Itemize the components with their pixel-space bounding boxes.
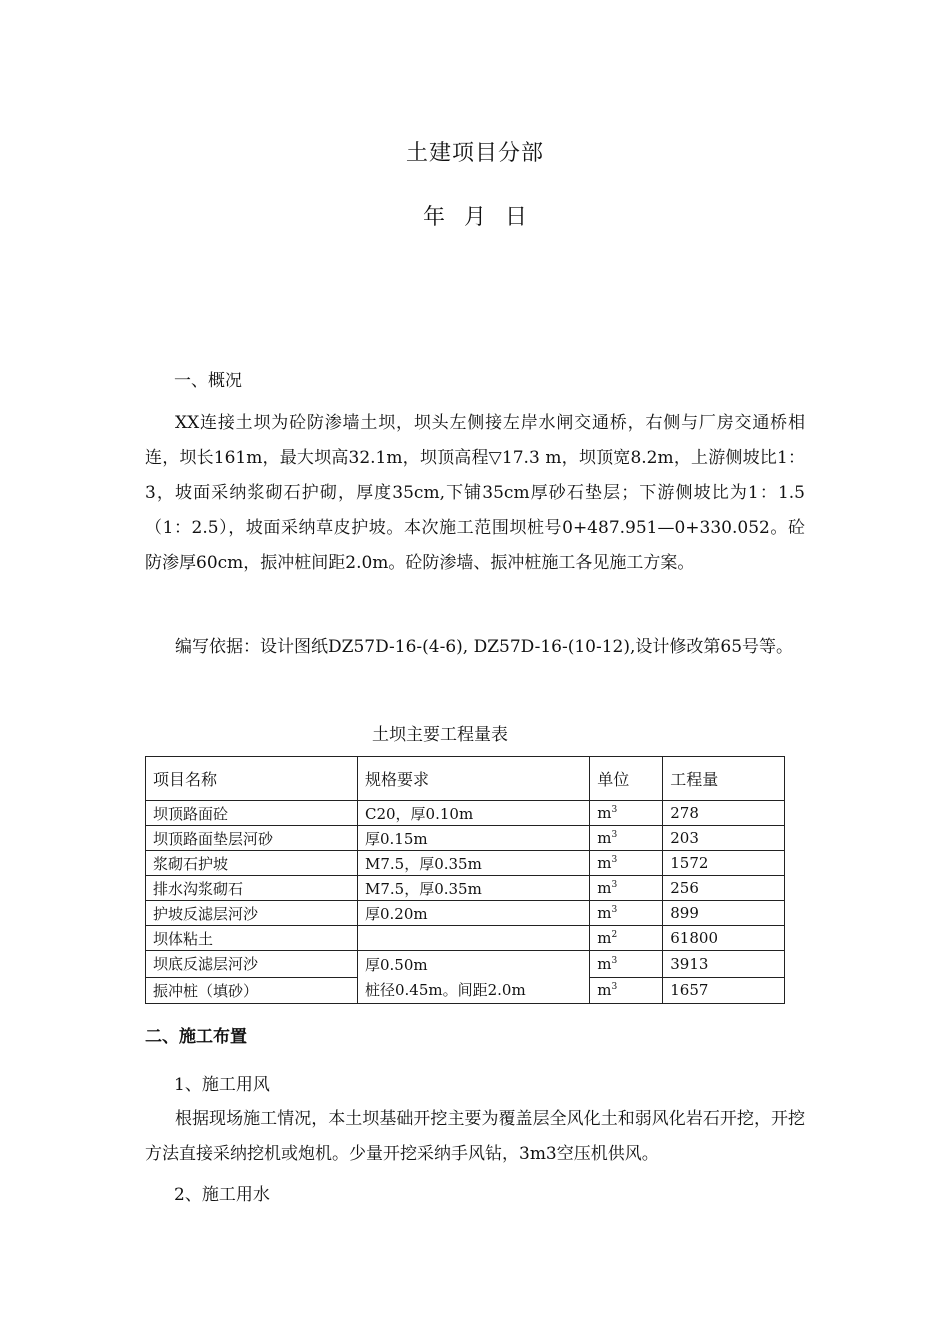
cell-qty: 278	[663, 801, 785, 826]
cell-unit: $m^3$	[590, 851, 663, 876]
table-row	[146, 951, 785, 978]
air-paragraph: 根据现场施工情况，本土坝基础开挖主要为覆盖层全风化土和弱风化岩石开挖，开挖方法直接采纳挖机或炮机。少量开挖采纳手风钻，3m3空压机供风。	[145, 1109, 805, 1164]
header-cell: 项目名称	[146, 757, 358, 801]
header-cell: 规格要求	[357, 757, 589, 801]
cell-spec: M7.5，厚0.35m	[357, 876, 589, 901]
table-row	[146, 926, 785, 951]
header-cell: 工程量	[663, 757, 785, 801]
header-cell: 单位	[590, 757, 663, 801]
cell-qty: 256	[663, 876, 785, 901]
cell-name: 振冲桩（填砂）	[146, 977, 358, 1004]
section-heading-overview: 一、概况	[174, 371, 242, 391]
cell-spec: M7.5，厚0.35m	[357, 851, 589, 876]
cell-name: 坝顶路面砼	[146, 801, 358, 826]
subheading-water: 2、施工用水	[174, 1185, 270, 1205]
cell-unit: $m^3$	[590, 951, 663, 978]
cell-name: 坝体粘土	[146, 926, 358, 951]
cell-spec: 厚0.20m	[357, 901, 589, 926]
cell-qty: 1572	[663, 851, 785, 876]
cell-spec: 厚0.15m	[357, 826, 589, 851]
cell-unit: $m^2$	[590, 926, 663, 951]
cell-name: 坝顶路面垫层河砂	[146, 826, 358, 851]
table-title: 土坝主要工程量表	[372, 725, 508, 745]
org-title: 土建项目分部	[405, 141, 544, 166]
cell-spec-merged	[357, 951, 589, 1004]
cell-qty: 3913	[663, 951, 785, 978]
cell-spec	[357, 926, 589, 951]
table-header-row	[146, 757, 785, 801]
cell-name: 排水沟浆砌石	[146, 876, 358, 901]
spec-line: 厚0.50m	[364, 956, 428, 974]
table-row	[146, 901, 785, 926]
table-row	[146, 801, 785, 826]
cell-qty: 1657	[663, 977, 785, 1004]
cell-name: 护坡反滤层河沙	[146, 901, 358, 926]
basis-paragraph: 编写依据：设计图纸DZ57D-16-(4-6), DZ57D-16-(10-12),设计修改第65号等。	[175, 637, 794, 657]
overview-paragraph: XX连接土坝为砼防渗墙土坝，坝头左侧接左岸水闸交通桥，右侧与厂房交通桥相连，坝长161m，最大坝高32.1m，坝顶高程▽17.3 m，坝顶宽8.2m，上游侧坡比1：3，坡面采纳浆砌石护砌，厚度35cm,下铺35cm厚砂石垫层；下游侧坡比为1：1.5（1：2.5），坡面采纳草皮护坡。本次施工范围坝桩号0+487.951—0+330.052。砼防渗厚60cm，振冲桩间距2.0m。砼防渗墙、振冲桩施工各见施工方案。	[145, 413, 805, 573]
cell-unit: $m^3$	[590, 876, 663, 901]
cell-name: 坝底反滤层河沙	[146, 951, 358, 978]
spec-line: 桩径0.45m。间距2.0m	[364, 981, 526, 999]
cell-qty: 899	[663, 901, 785, 926]
cell-unit: $m^3$	[590, 901, 663, 926]
cell-unit: $m^3$	[590, 977, 663, 1004]
subheading-air: 1、施工用风	[174, 1075, 270, 1095]
cell-qty: 203	[663, 826, 785, 851]
cell-name: 浆砌石护坡	[146, 851, 358, 876]
cell-unit: $m^3$	[590, 826, 663, 851]
date-line: 年 月 日	[423, 205, 527, 230]
section-heading-layout: 二、施工布置	[145, 1027, 247, 1047]
table-row	[146, 851, 785, 876]
table-row	[146, 876, 785, 901]
quantity-table	[145, 756, 785, 1004]
cell-spec: C20，厚0.10m	[357, 801, 589, 826]
cell-unit: $m^3$	[590, 801, 663, 826]
table-row	[146, 826, 785, 851]
cell-qty: 61800	[663, 926, 785, 951]
